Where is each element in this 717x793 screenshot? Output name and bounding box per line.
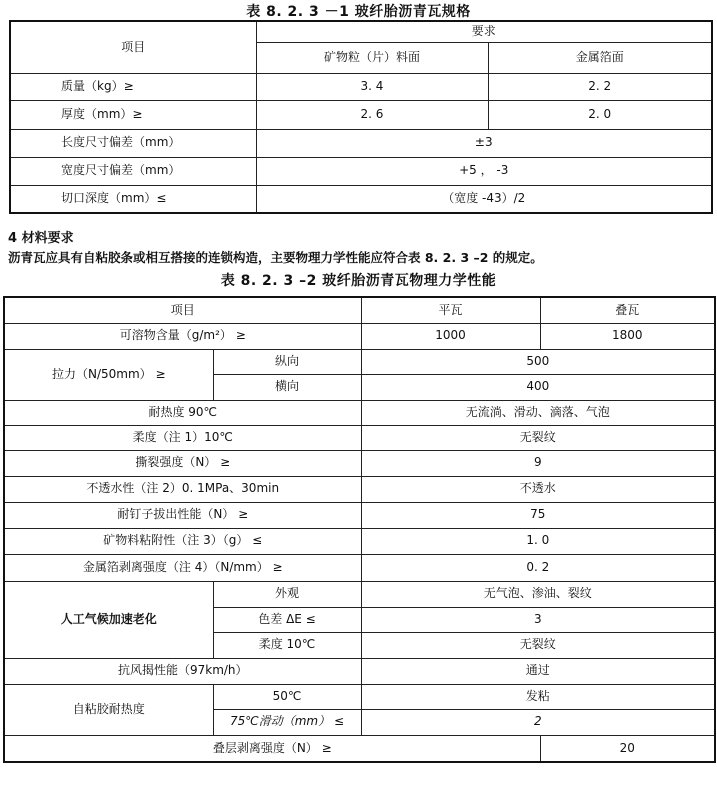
row-label: 柔度（注 1）10℃ xyxy=(4,425,361,450)
cell-value: 2. 0 xyxy=(488,100,712,129)
table-row xyxy=(4,684,715,709)
cell-value: 1. 0 xyxy=(361,528,715,554)
row-label: 厚度（mm）≥ xyxy=(10,100,256,129)
table-row xyxy=(4,425,715,450)
cell-value: 2. 2 xyxy=(488,73,712,100)
row-label: 切口深度（mm）≤ xyxy=(10,185,256,213)
table-row xyxy=(4,528,715,554)
sub-label: 纵向 xyxy=(213,349,361,374)
cell-value: 20 xyxy=(540,735,715,762)
table2-caption: 表 8. 2. 3 –2 玻纤胎沥青瓦物理力学性能 xyxy=(220,273,497,289)
header-metal-foil-surface: 金属箔面 xyxy=(488,42,712,73)
row-label: 长度尺寸偏差（mm） xyxy=(10,129,256,157)
cell-value: 2 xyxy=(361,709,715,735)
shingle-properties-table xyxy=(3,296,716,763)
row-label: 可溶物含量（g/m²） ≥ xyxy=(4,323,361,349)
row-label: 耐钉子拔出性能（N） ≥ xyxy=(4,502,361,528)
cell-value: 400 xyxy=(361,374,715,400)
cell-value: ±3 xyxy=(256,129,712,157)
row-label: 矿物料粘附性（注 3）（g） ≤ xyxy=(4,528,361,554)
cell-value: 通过 xyxy=(361,658,715,684)
cell-value: 2. 6 xyxy=(256,100,488,129)
table-row xyxy=(4,323,715,349)
table-row xyxy=(4,297,715,323)
section-heading: 4 材料要求 xyxy=(8,231,74,246)
shingle-spec-table xyxy=(9,20,713,214)
sub-label: 横向 xyxy=(213,374,361,400)
row-label: 人工气候加速老化 xyxy=(4,581,213,658)
table-row xyxy=(4,349,715,374)
table-row xyxy=(4,502,715,528)
row-label: 耐热度 90℃ xyxy=(4,400,361,425)
header-stacked-tile: 叠瓦 xyxy=(540,297,715,323)
table-row xyxy=(4,554,715,581)
sub-label: 色差 ΔE ≤ xyxy=(213,607,361,632)
cell-value: 无裂纹 xyxy=(361,632,715,658)
cell-value: （宽度 -43）/2 xyxy=(256,185,712,213)
header-item: 项目 xyxy=(10,21,256,73)
row-label: 不透水性（注 2）0. 1MPa、30min xyxy=(4,476,361,502)
row-label: 叠层剥离强度（N） ≥ xyxy=(4,735,540,762)
cell-value: 3. 4 xyxy=(256,73,488,100)
cell-value: 发粘 xyxy=(361,684,715,709)
cell-value: 无气泡、渗油、裂纹 xyxy=(361,581,715,607)
header-item: 项目 xyxy=(4,297,361,323)
table-row xyxy=(4,735,715,762)
cell-value: 1000 xyxy=(361,323,540,349)
header-flat-tile: 平瓦 xyxy=(361,297,540,323)
table-row xyxy=(10,185,712,213)
sub-label: 75℃滑动（mm） ≤ xyxy=(213,709,361,735)
table-row xyxy=(10,21,712,42)
row-label: 质量（kg）≥ xyxy=(10,73,256,100)
row-label: 宽度尺寸偏差（mm） xyxy=(10,157,256,185)
row-label: 拉力（N/50mm） ≥ xyxy=(4,349,213,400)
cell-value: 0. 2 xyxy=(361,554,715,581)
cell-value: 不透水 xyxy=(361,476,715,502)
section-paragraph: 沥青瓦应具有自粘胶条或相互搭接的连锁构造，主要物理力学性能应符合表 8. 2. 3 –2 的规定。 xyxy=(8,250,543,265)
table-row xyxy=(4,450,715,476)
cell-value: 无裂纹 xyxy=(361,425,715,450)
cell-value: 9 xyxy=(361,450,715,476)
table-row xyxy=(4,658,715,684)
sub-label: 50℃ xyxy=(213,684,361,709)
cell-value: 3 xyxy=(361,607,715,632)
header-mineral-surface: 矿物粒（片）料面 xyxy=(256,42,488,73)
row-label: 撕裂强度（N） ≥ xyxy=(4,450,361,476)
table1-caption: 表 8. 2. 3 －1 玻纤胎沥青瓦规格 xyxy=(246,4,471,20)
table-row xyxy=(10,100,712,129)
row-label: 自粘胶耐热度 xyxy=(4,684,213,735)
cell-value: 500 xyxy=(361,349,715,374)
table-row xyxy=(4,476,715,502)
cell-value: +5 ， -3 xyxy=(256,157,712,185)
sub-label: 外观 xyxy=(213,581,361,607)
cell-value: 无流淌、滑动、滴落、气泡 xyxy=(361,400,715,425)
table-row xyxy=(4,581,715,607)
row-label: 金属箔剥离强度（注 4）（N/mm） ≥ xyxy=(4,554,361,581)
sub-label: 柔度 10℃ xyxy=(213,632,361,658)
table-row xyxy=(10,73,712,100)
header-requirement: 要求 xyxy=(256,21,712,42)
cell-value: 75 xyxy=(361,502,715,528)
table-row xyxy=(4,400,715,425)
cell-value: 1800 xyxy=(540,323,715,349)
table-row xyxy=(10,129,712,157)
row-label: 抗风揭性能（97km/h） xyxy=(4,658,361,684)
table-row xyxy=(10,157,712,185)
